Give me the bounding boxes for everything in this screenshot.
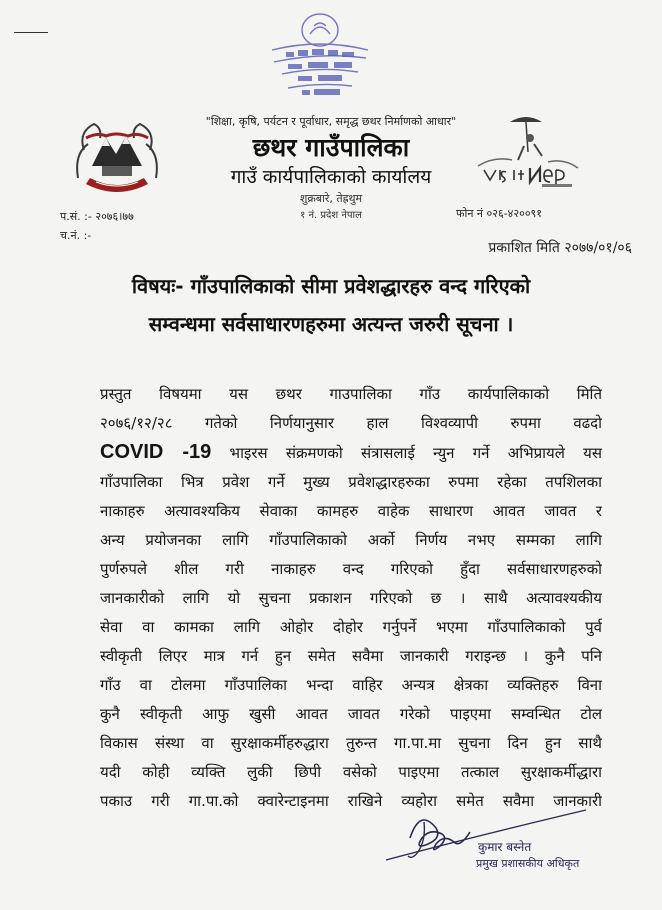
office-stamp-icon — [258, 6, 382, 102]
office-province: १ नं. प्रदेश नेपाल — [300, 210, 362, 221]
notice-body — [100, 380, 602, 816]
body-line: प्रस्तुत विषयमा यस छथर गाउपालिका गाँउ कार्यपालिकाको मिति — [100, 385, 602, 403]
body-line: कुनै स्वीकृती आफु खुसी आवत जावत गरेको पाइएमा सम्वन्धित टोल — [100, 705, 602, 723]
corner-tick-mark — [14, 32, 48, 33]
body-line: विकास संस्था वा सुरक्षाकर्मीहरुद्धारा तुरुन्त गा.पा.मा सुचना दिन हुन साथै — [100, 734, 602, 752]
body-line: जानकारीको लागि यो सुचना प्रकाशन गरिएको छ । साथै अत्यावश्यकीय — [100, 589, 602, 607]
subject-line: विषयः- गाँउपालिकाको सीमा प्रवेशद्धारहरु वन्द गरिएको — [131, 274, 531, 298]
body-line-rest: भाइरस संक्रमणको संत्रासलाई न्युन गर्ने अभिप्रायले यस — [211, 444, 602, 462]
office-slogan: "शिक्षा, कृषि, पर्यटन र पूर्वाधार, समृद्ध छथर निर्माणको आधार" — [205, 115, 457, 128]
office-phone: फोन नं ०२६-४२००९१ — [456, 207, 542, 220]
body-line: पकाउ गरी गा.पा.को क्वारेन्टाइनमा राखिने व्यहोरा समेत सवैमा जानकारी — [100, 792, 602, 810]
body-line: गाँउपालिका भित्र प्रवेश गर्ने मुख्य प्रवेशद्धारहरुका रुपमा रहेका तपशिलका — [100, 473, 602, 491]
body-line: अन्य प्रयोजनका लागि गाँउपालिकाको अर्को निर्णय नभए सम्मका लागि — [100, 531, 602, 549]
body-line: नाकाहरु अत्यावश्यकिय सेवाका कामहरु वाहेक साधारण आवत जावत र — [100, 502, 602, 520]
dispatch-number: च.नं. :- — [60, 229, 92, 242]
body-line: गाँउ वा टोलमा गाँउपालिका भन्दा वाहिर अन्यत्र क्षेत्रका व्यक्तिहरु विना — [100, 676, 602, 694]
body-line: सेवा वा कामका लागि ओहोर दोहोर गर्नुपर्ने भएमा गाँउपालिकाको पुर्व — [100, 618, 602, 636]
body-line — [100, 438, 602, 468]
signatory-name: कुमार बस्नेत — [478, 840, 532, 854]
body-line: २०७६/१२/२८ गतेको निर्णयानुसार हाल विश्वव्यापी रुपमा वढदो — [100, 414, 602, 432]
body-line: पुर्णरुपले शील गरी नाकाहरु वन्द गरिएको हुँदा सर्वसाधारणहरुको — [100, 560, 602, 578]
published-date: प्रकाशित मिति २०७७/०१/०६ — [488, 240, 632, 256]
office-address: शुक्रबारे, तेह्रथुम — [299, 192, 363, 205]
body-line: स्वीकृती लिएर मात्र गर्न हुन समेत सवैमा जानकारी गराइन्छ । कुनै पनि — [100, 647, 602, 665]
municipality-name: छथर गाउँपालिका — [252, 133, 410, 162]
subject-line: सम्वन्धमा सर्वसाधारणहरुमा अत्यन्त जरुरी सूचना । — [148, 312, 514, 336]
office-name: गाउँ कार्यपालिकाको कार्यालय — [230, 166, 432, 188]
reference-number: प.सं. :- २०७६।७७ — [60, 210, 134, 223]
covid-label: COVID -19 — [100, 441, 212, 463]
signatory-title: प्रमुख प्रशासकीय अधिकृत — [476, 857, 580, 870]
body-line: यदी कोही व्यक्ति लुकी छिपी वसेको पाइएमा तत्काल सुरक्षाकर्मीद्धारा — [100, 763, 602, 781]
